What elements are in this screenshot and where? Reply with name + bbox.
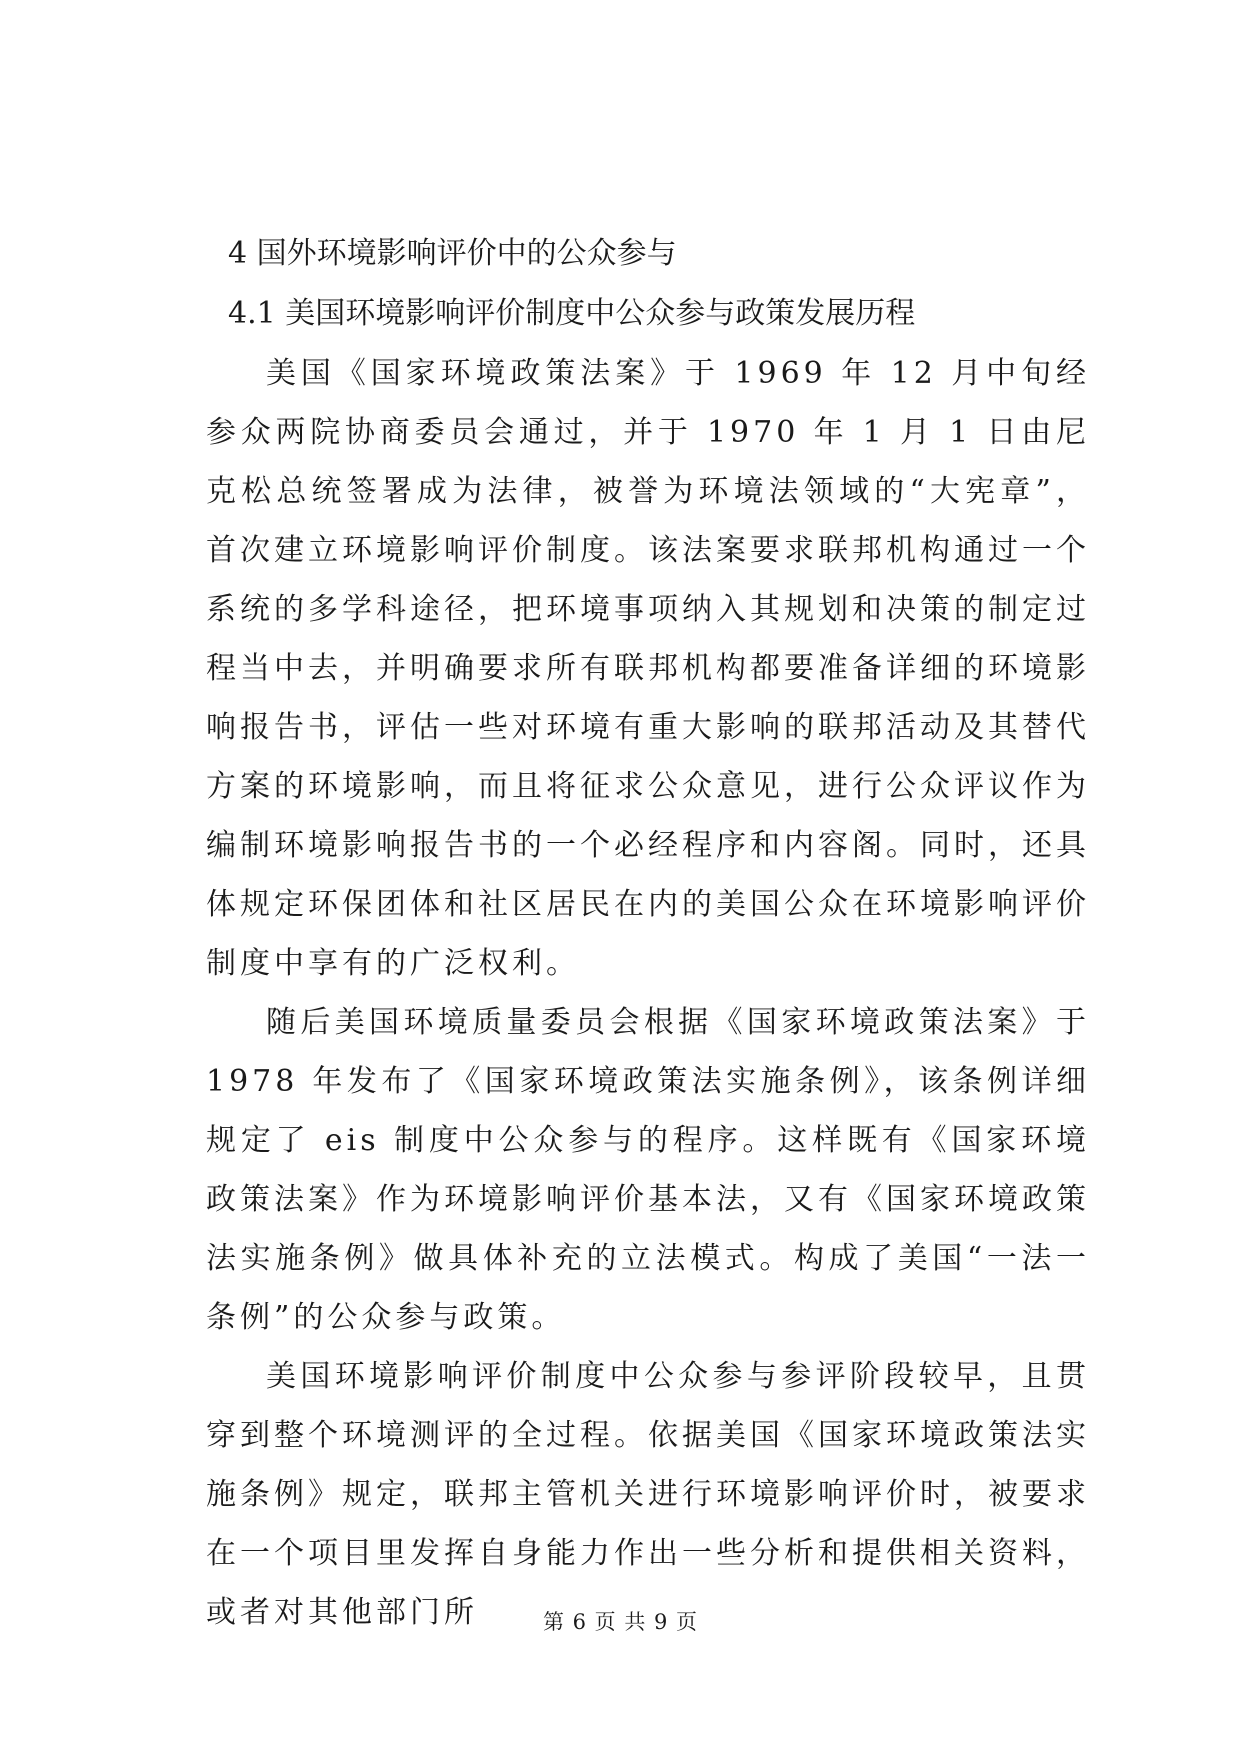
- body-paragraph-2: 随后美国环境质量委员会根据《国家环境政策法案》于 1978 年发布了《国家环境政策法实施条例》，该条例详细规定了 eis 制度中公众参与的程序。这样既有《国家环境政策法案》作为环境影响评价基本法，又有《国家环境政策法实施条例》做具体补充的立法模式。构成了美国“一法一条例”的公众参与政策。: [206, 1005, 1090, 1335]
- document-body: [206, 224, 1090, 1642]
- body-paragraph-1: 美国《国家环境政策法案》于 1969 年 12 月中旬经参众两院协商委员会通过，并于 1970 年 1 月 1 日由尼克松总统签署成为法律，被誉为环境法领域的“大宪章”，首次建立环境影响评价制度。该法案要求联邦机构通过一个系统的多学科途径，把环境事项纳入其规划和决策的制定过程当中去，并明确要求所有联邦机构都要准备详细的环境影响报告书，评估一些对环境有重大影响的联邦活动及其替代方案的环境影响，而且将征求公众意见，进行公众评议作为编制环境影响报告书的一个必经程序和内容阁。同时，还具体规定环保团体和社区居民在内的美国公众在环境影响评价制度中享有的广泛权利。: [206, 356, 1090, 981]
- subsection-heading: 4.1 美国环境影响评价制度中公众参与政策发展历程: [228, 296, 916, 331]
- section-heading: 4 国外环境影响评价中的公众参与: [228, 236, 677, 271]
- page-number-footer: 第 6 页 共 9 页: [542, 1610, 699, 1634]
- body-paragraph-3: 美国环境影响评价制度中公众参与参评阶段较早，且贯穿到整个环境测评的全过程。依据美国《国家环境政策法实施条例》规定，联邦主管机关进行环境影响评价时，被要求在一个项目里发挥自身能力作出一些分析和提供相关资料，或者对其他部门所: [206, 1359, 1090, 1630]
